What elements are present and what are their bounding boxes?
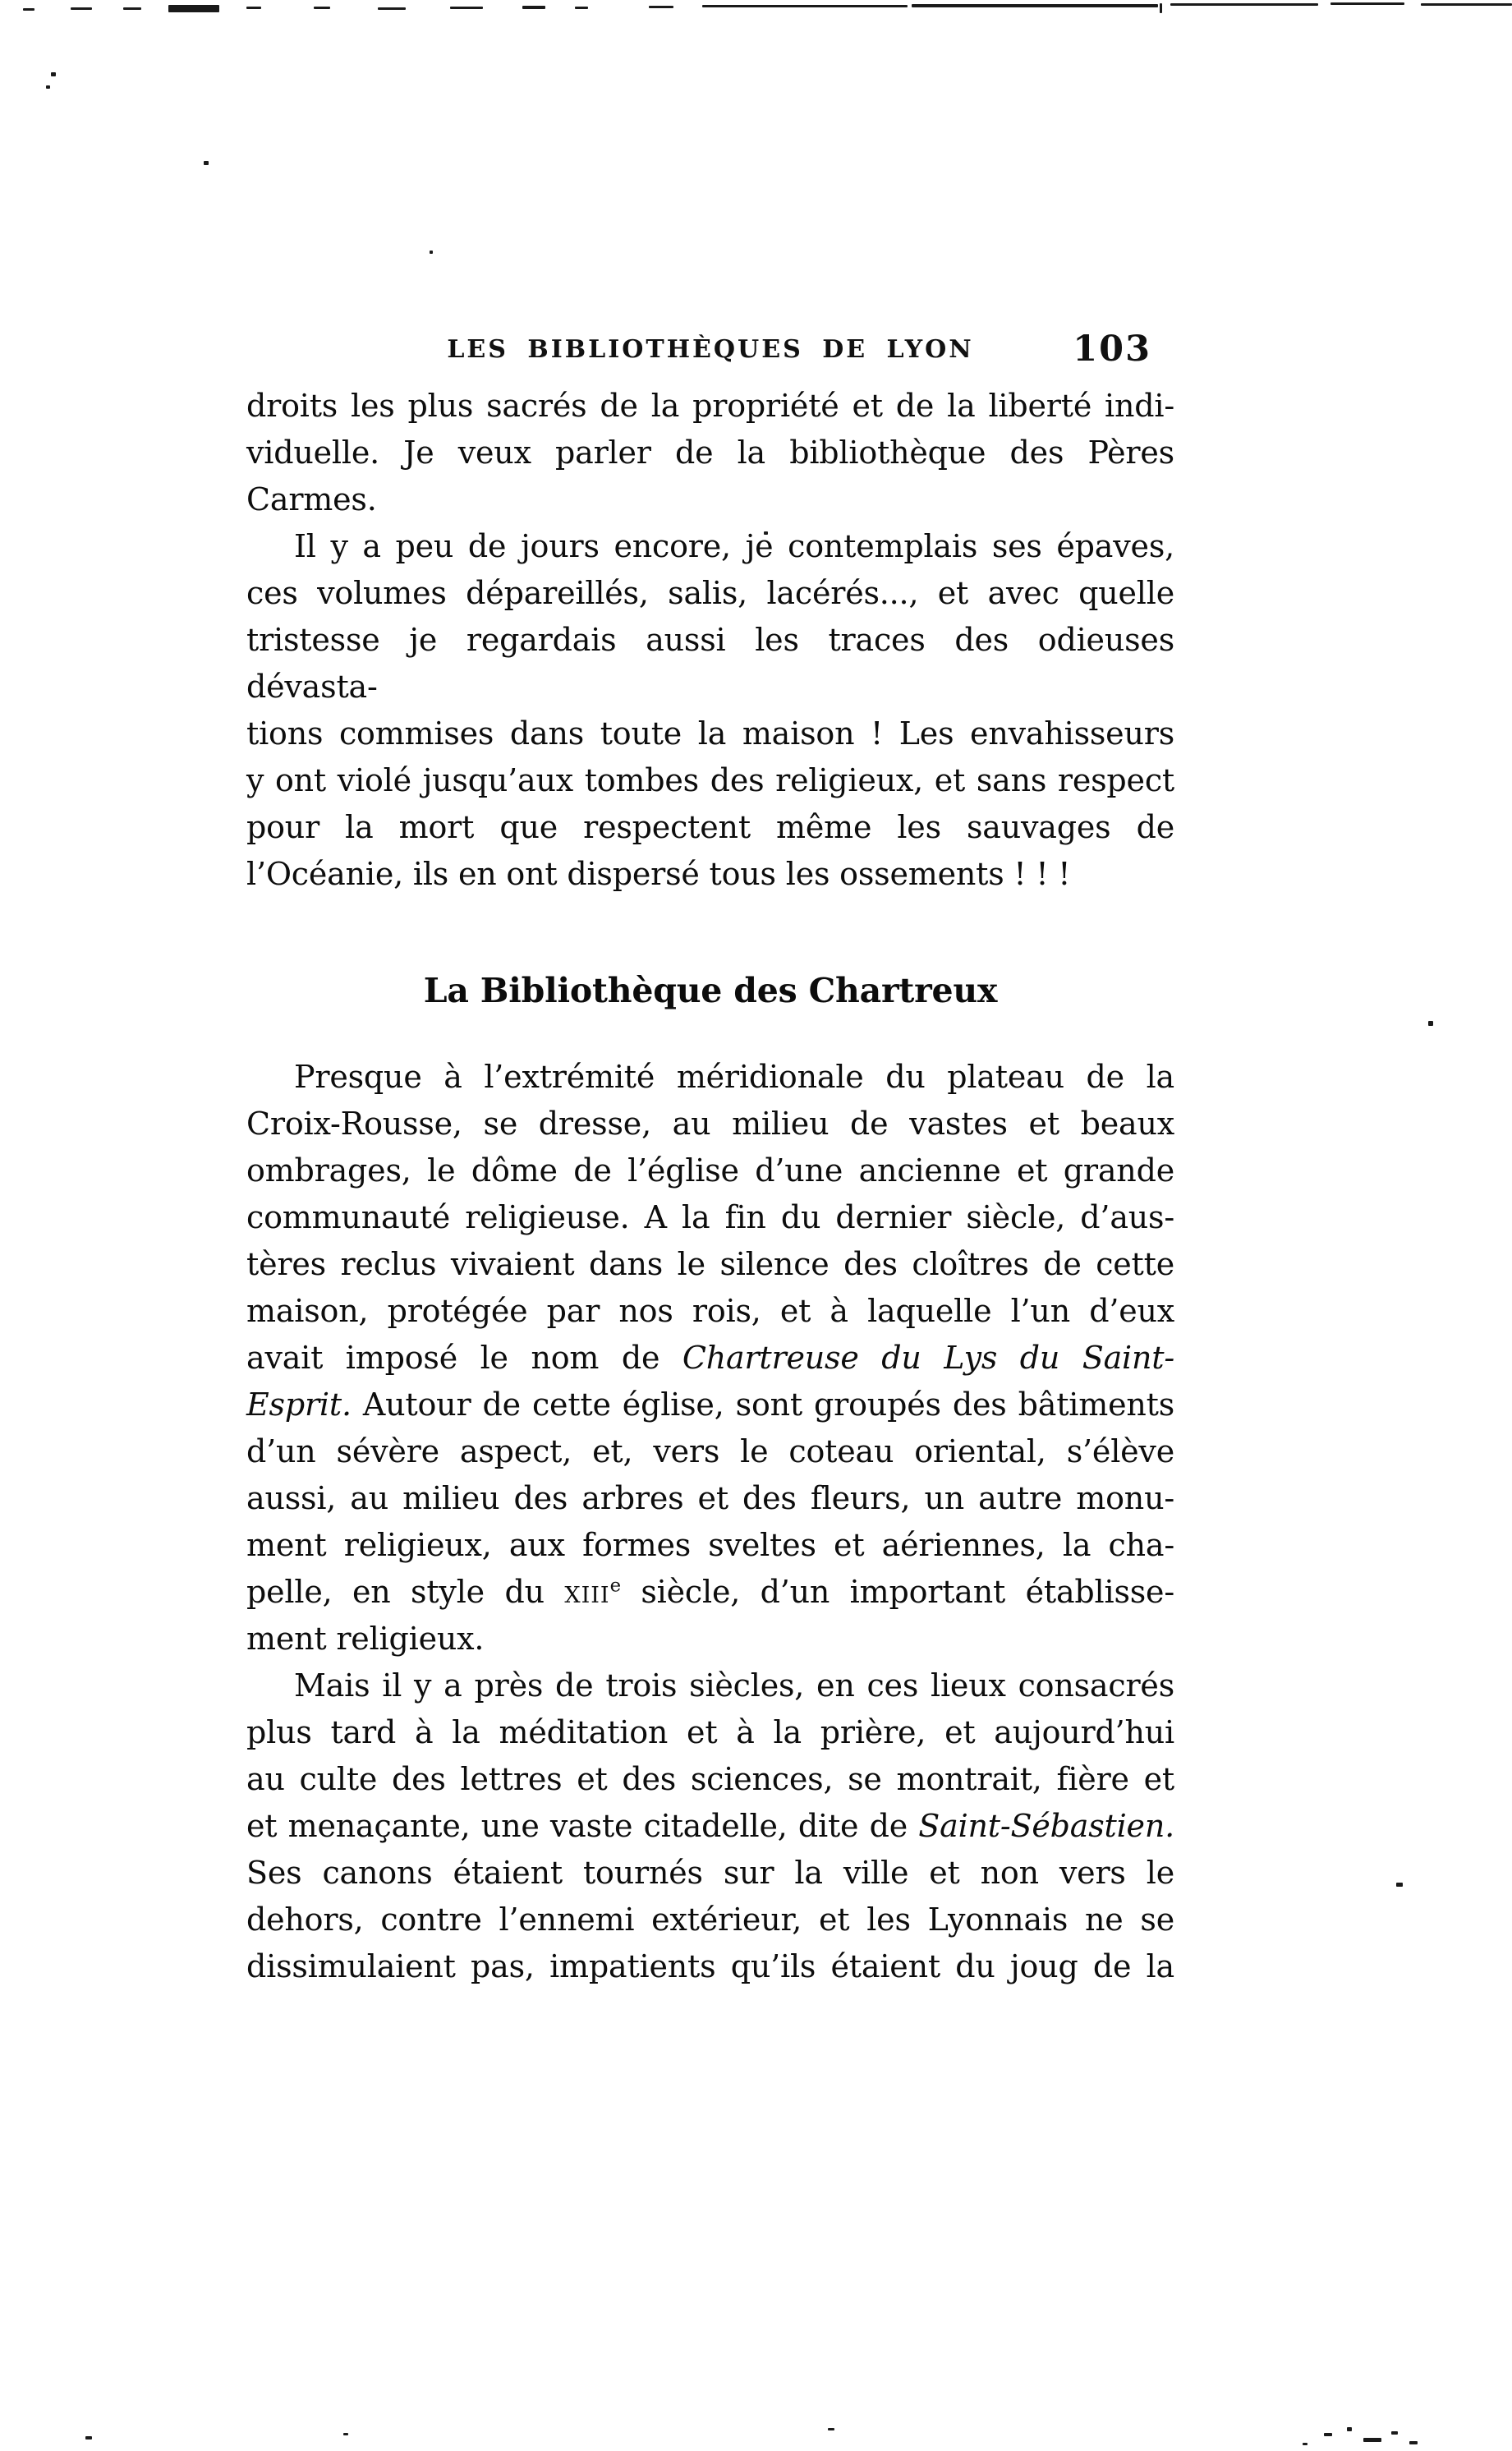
text-segment: pelle, en style du — [246, 1574, 565, 1610]
text-segment: avait imposé le nom de — [246, 1340, 682, 1376]
text-line — [246, 1803, 1174, 1850]
text-line — [246, 476, 1174, 523]
text-segment: tristesse je regardais aussi les traces des odieuses dévasta- — [246, 622, 1174, 705]
text-segment: dehors, contre l’ennemi extérieur, et les Lyonnais ne se — [246, 1901, 1174, 1938]
text-segment: Chartreuse du Lys du Saint- — [682, 1340, 1174, 1376]
text-line — [246, 1335, 1174, 1382]
text-body — [246, 383, 1174, 1990]
text-line — [246, 430, 1174, 476]
text-line — [246, 1662, 1174, 1709]
text-segment: viduelle. Je veux parler de la bibliothèque des Pères — [246, 435, 1174, 471]
text-line — [246, 757, 1174, 804]
text-line — [246, 804, 1174, 851]
text-line — [246, 1288, 1174, 1335]
text-line — [246, 1194, 1174, 1241]
text-segment: Croix-Rousse, se dresse, au milieu de vastes et beaux — [246, 1106, 1174, 1142]
text-line — [246, 1943, 1174, 1990]
text-segment: Autour de cette église, sont groupés des bâtiments — [351, 1386, 1174, 1423]
text-segment: tères reclus vivaient dans le silence des cloîtres de cette — [246, 1246, 1174, 1282]
text-segment: au culte des lettres et des sciences, se montrait, fière et — [246, 1761, 1174, 1797]
text-segment: Il y a peu de jours encore, je contemplais ses épaves, — [294, 528, 1174, 564]
text-line — [246, 383, 1174, 430]
text-line — [246, 1569, 1174, 1616]
text-segment: et menaçante, une vaste citadelle, dite de — [246, 1808, 919, 1844]
text-line — [246, 1522, 1174, 1569]
text-line — [246, 1709, 1174, 1756]
text-segment: ment religieux, aux formes sveltes et aériennes, la cha- — [246, 1527, 1174, 1563]
intro-paragraphs — [246, 383, 1174, 898]
text-segment: plus tard à la méditation et à la prière, et aujourd’hui — [246, 1714, 1174, 1750]
text-segment: Carmes. — [246, 481, 377, 517]
page-number: 103 — [1073, 329, 1151, 370]
text-segment: aussi, au milieu des arbres et des fleurs, un autre monu- — [246, 1480, 1174, 1516]
paragraph — [246, 1054, 1174, 1662]
text-line — [246, 523, 1174, 570]
text-segment: Mais il y a près de trois siècles, en ces lieux consacrés — [294, 1667, 1174, 1704]
text-line — [246, 851, 1174, 898]
text-segment: maison, protégée par nos rois, et à laquelle l’un d’eux — [246, 1293, 1174, 1329]
text-line — [246, 617, 1174, 710]
text-segment: ces volumes dépareillés, salis, lacérés..., et avec quelle — [246, 575, 1174, 611]
text-line — [246, 1897, 1174, 1943]
section-paragraphs — [246, 1054, 1174, 1990]
text-line — [246, 1616, 1174, 1662]
text-segment: xiii — [564, 1574, 610, 1610]
text-line — [246, 710, 1174, 757]
paragraph — [246, 1662, 1174, 1990]
text-segment: l’Océanie, ils en ont dispersé tous les ossements ! ! ! — [246, 856, 1071, 892]
text-segment: d’un sévère aspect, et, vers le coteau oriental, s’élève — [246, 1433, 1174, 1469]
text-segment: pour la mort que respectent même les sauvages de — [246, 809, 1174, 845]
text-segment: y ont violé jusqu’aux tombes des religieux, et sans respect — [246, 762, 1174, 798]
text-line — [246, 1428, 1174, 1475]
text-line — [246, 1147, 1174, 1194]
text-segment: communauté religieuse. A la fin du dernier siècle, d’aus- — [246, 1199, 1174, 1235]
paragraph — [246, 523, 1174, 898]
text-line — [246, 1756, 1174, 1803]
text-line — [246, 1101, 1174, 1147]
section-heading: La Bibliothèque des Chartreux — [423, 971, 998, 1010]
text-line — [246, 1850, 1174, 1897]
text-segment: dissimulaient pas, impatients qu’ils étaient du joug de la — [246, 1948, 1174, 1984]
text-line — [246, 1241, 1174, 1288]
text-segment: ment religieux. — [246, 1621, 485, 1657]
text-segment: Saint-Sébastien. — [918, 1808, 1174, 1844]
paragraph — [246, 383, 1174, 523]
text-line — [246, 1475, 1174, 1522]
text-segment: Ses canons étaient tournés sur la ville et non vers le — [246, 1855, 1174, 1891]
text-line — [246, 570, 1174, 617]
text-segment: Presque à l’extrémité méridionale du plateau de la — [294, 1059, 1174, 1095]
running-header-title: LES BIBLIOTHÈQUES DE LYON — [447, 335, 974, 364]
text-segment: tions commises dans toute la maison ! Les envahisseurs — [246, 715, 1174, 752]
text-segment: siècle, d’un important établisse- — [620, 1574, 1174, 1610]
text-segment: droits les plus sacrés de la propriété et de la liberté indi- — [246, 388, 1174, 424]
text-segment: e — [609, 1575, 621, 1597]
text-line — [246, 1382, 1174, 1428]
running-header — [246, 329, 1174, 378]
text-line — [246, 1054, 1174, 1101]
text-segment: ombrages, le dôme de l’église d’une ancienne et grande — [246, 1152, 1174, 1189]
text-segment: Esprit. — [246, 1386, 352, 1423]
